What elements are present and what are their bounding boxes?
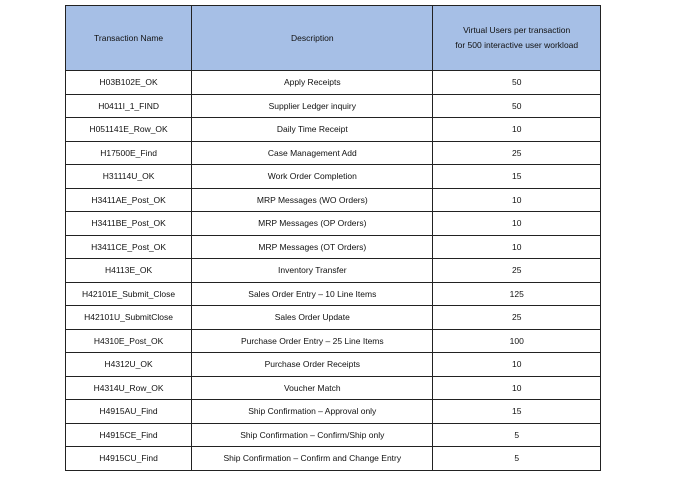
table-row xyxy=(66,212,601,236)
header-virtual-users xyxy=(433,6,601,71)
cell-virtual-users: 50 xyxy=(433,94,601,118)
cell-virtual-users: 50 xyxy=(433,71,601,95)
cell-description: MRP Messages (OT Orders) xyxy=(192,235,433,259)
cell-description: Sales Order Update xyxy=(192,306,433,330)
table-row xyxy=(66,329,601,353)
cell-transaction-name: H3411BE_Post_OK xyxy=(66,212,192,236)
cell-transaction-name: H4312U_OK xyxy=(66,353,192,377)
cell-virtual-users: 5 xyxy=(433,447,601,471)
cell-description: Purchase Order Entry – 25 Line Items xyxy=(192,329,433,353)
table-row xyxy=(66,400,601,424)
cell-description: Ship Confirmation – Confirm/Ship only xyxy=(192,423,433,447)
cell-transaction-name: H4314U_Row_OK xyxy=(66,376,192,400)
table-row xyxy=(66,94,601,118)
cell-transaction-name: H4915CE_Find xyxy=(66,423,192,447)
cell-transaction-name: H051141E_Row_OK xyxy=(66,118,192,142)
cell-description: Sales Order Entry – 10 Line Items xyxy=(192,282,433,306)
header-virtual-users-line2: for 500 interactive user workload xyxy=(455,40,579,50)
cell-description: Inventory Transfer xyxy=(192,259,433,283)
cell-virtual-users: 100 xyxy=(433,329,601,353)
table-row xyxy=(66,353,601,377)
cell-transaction-name: H4915AU_Find xyxy=(66,400,192,424)
cell-description: MRP Messages (OP Orders) xyxy=(192,212,433,236)
cell-transaction-name: H4915CU_Find xyxy=(66,447,192,471)
cell-virtual-users: 10 xyxy=(433,188,601,212)
cell-description: Ship Confirmation – Confirm and Change Entry xyxy=(192,447,433,471)
cell-transaction-name: H03B102E_OK xyxy=(66,71,192,95)
header-virtual-users-line1: Virtual Users per transaction xyxy=(463,25,571,35)
transaction-table-container xyxy=(65,5,601,471)
cell-description: MRP Messages (WO Orders) xyxy=(192,188,433,212)
cell-virtual-users: 10 xyxy=(433,235,601,259)
cell-virtual-users: 25 xyxy=(433,259,601,283)
cell-description: Supplier Ledger inquiry xyxy=(192,94,433,118)
cell-virtual-users: 10 xyxy=(433,353,601,377)
table-row xyxy=(66,118,601,142)
cell-virtual-users: 25 xyxy=(433,306,601,330)
table-row xyxy=(66,447,601,471)
table-row xyxy=(66,165,601,189)
header-transaction-name: Transaction Name xyxy=(66,6,192,71)
table-row xyxy=(66,188,601,212)
table-row xyxy=(66,71,601,95)
cell-virtual-users: 125 xyxy=(433,282,601,306)
cell-transaction-name: H42101U_SubmitClose xyxy=(66,306,192,330)
cell-transaction-name: H4113E_OK xyxy=(66,259,192,283)
header-description: Description xyxy=(192,6,433,71)
cell-description: Purchase Order Receipts xyxy=(192,353,433,377)
table-row xyxy=(66,141,601,165)
cell-virtual-users: 5 xyxy=(433,423,601,447)
header-row xyxy=(66,6,601,71)
table-header xyxy=(66,6,601,71)
cell-transaction-name: H4310E_Post_OK xyxy=(66,329,192,353)
cell-description: Case Management Add xyxy=(192,141,433,165)
cell-virtual-users: 10 xyxy=(433,212,601,236)
cell-transaction-name: H3411AE_Post_OK xyxy=(66,188,192,212)
cell-description: Daily Time Receipt xyxy=(192,118,433,142)
cell-transaction-name: H31114U_OK xyxy=(66,165,192,189)
table-row xyxy=(66,376,601,400)
cell-transaction-name: H17500E_Find xyxy=(66,141,192,165)
cell-transaction-name: H42101E_Submit_Close xyxy=(66,282,192,306)
cell-transaction-name: H3411CE_Post_OK xyxy=(66,235,192,259)
cell-transaction-name: H0411I_1_FIND xyxy=(66,94,192,118)
cell-virtual-users: 15 xyxy=(433,165,601,189)
cell-description: Work Order Completion xyxy=(192,165,433,189)
cell-virtual-users: 25 xyxy=(433,141,601,165)
table-row xyxy=(66,259,601,283)
table-row xyxy=(66,306,601,330)
table-row xyxy=(66,235,601,259)
cell-description: Apply Receipts xyxy=(192,71,433,95)
cell-virtual-users: 15 xyxy=(433,400,601,424)
table-row xyxy=(66,282,601,306)
table-body xyxy=(66,71,601,471)
table-row xyxy=(66,423,601,447)
transaction-workload-table xyxy=(65,5,601,471)
cell-virtual-users: 10 xyxy=(433,118,601,142)
cell-virtual-users: 10 xyxy=(433,376,601,400)
cell-description: Ship Confirmation – Approval only xyxy=(192,400,433,424)
cell-description: Voucher Match xyxy=(192,376,433,400)
